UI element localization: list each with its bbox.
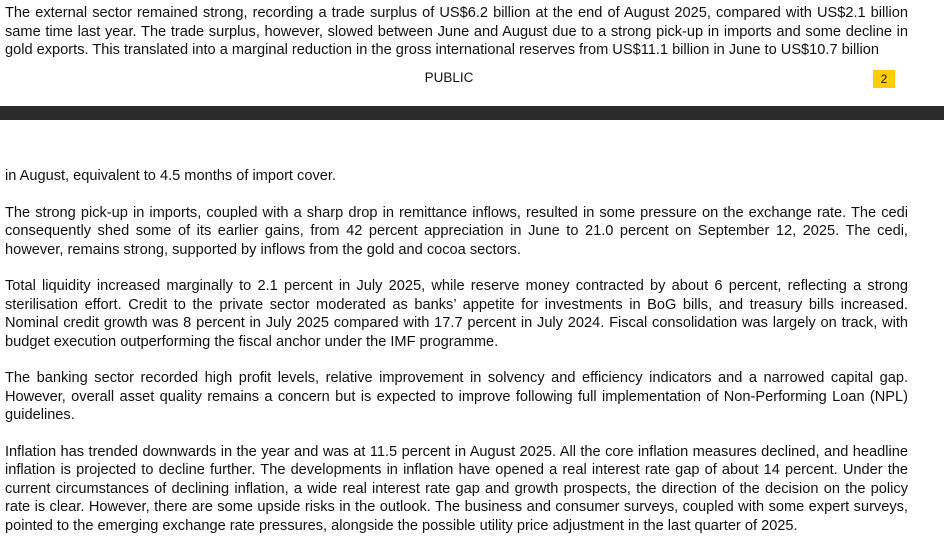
classification-footer-label: PUBLIC [424, 70, 474, 85]
previous-page-bottom [0, 0, 944, 106]
liquidity-credit-paragraph: Total liquidity increased marginally to 2.1 percent in July 2025, while reserve money contracted by about 6 percent, reflecting a strong sterilisation effort. Credit to the private sector moderated as banks’ appetite for investments in BoG bills, and treasury bills increased. Nominal credit growth was 8 percent in July 2025 compared with 17.7 percent in July 2024. Fiscal consolidation was largely on track, with budget execution outperforming the fiscal anchor under the IMF programme. [5, 278, 908, 350]
inflation-paragraph: Inflation has trended downwards in the year and was at 11.5 percent in August 2025. All the core inflation measures declined, and headline inflation is projected to decline further. The developments in inflation have opened a real interest rate gap of about 14 percent. Under the current circumstances of declining inflation, a wide real interest rate gap and growth prospects, the direction of the decision on the policy rate is clear. However, there are some upside risks in the outlook. The business and consumer surveys, coupled with some expert surveys, pointed to the emerging exchange rate pressures, alongside the possible utility price adjustment in the last quarter of 2025. [5, 443, 908, 534]
import-cover-paragraph: in August, equivalent to 4.5 months of import cover. [5, 168, 336, 184]
current-page [0, 120, 944, 548]
page-separator [0, 106, 944, 120]
external-sector-paragraph: The external sector remained strong, recording a trade surplus of US$6.2 billion at the end of August 2025, compared with US$2.1 billion same time last year. The trade surplus, however, slowed between June and August due to a strong pick-up in imports and some decline in gold exports. This translated into a marginal reduction in the gross international reserves from US$11.1 billion in June to US$10.7 billion [5, 5, 908, 58]
banking-sector-paragraph: The banking sector recorded high profit levels, relative improvement in solvency and efficiency indicators and a narrowed capital gap. However, overall asset quality remains a concern but is expected to improve following full implementation of Non-Performing Loan (NPL) guidelines. [5, 370, 908, 423]
page-body [5, 167, 908, 535]
exchange-rate-paragraph: The strong pick-up in imports, coupled with a sharp drop in remittance inflows, resulted in some pressure on the exchange rate. The cedi consequently shed some of its earlier gains, from 42 percent appreciation in June to 21.0 percent on September 12, 2025. The cedi, however, remains strong, supported by inflows from the gold and cocoa sectors. [5, 204, 908, 258]
page-number-badge: 2 [873, 70, 895, 88]
